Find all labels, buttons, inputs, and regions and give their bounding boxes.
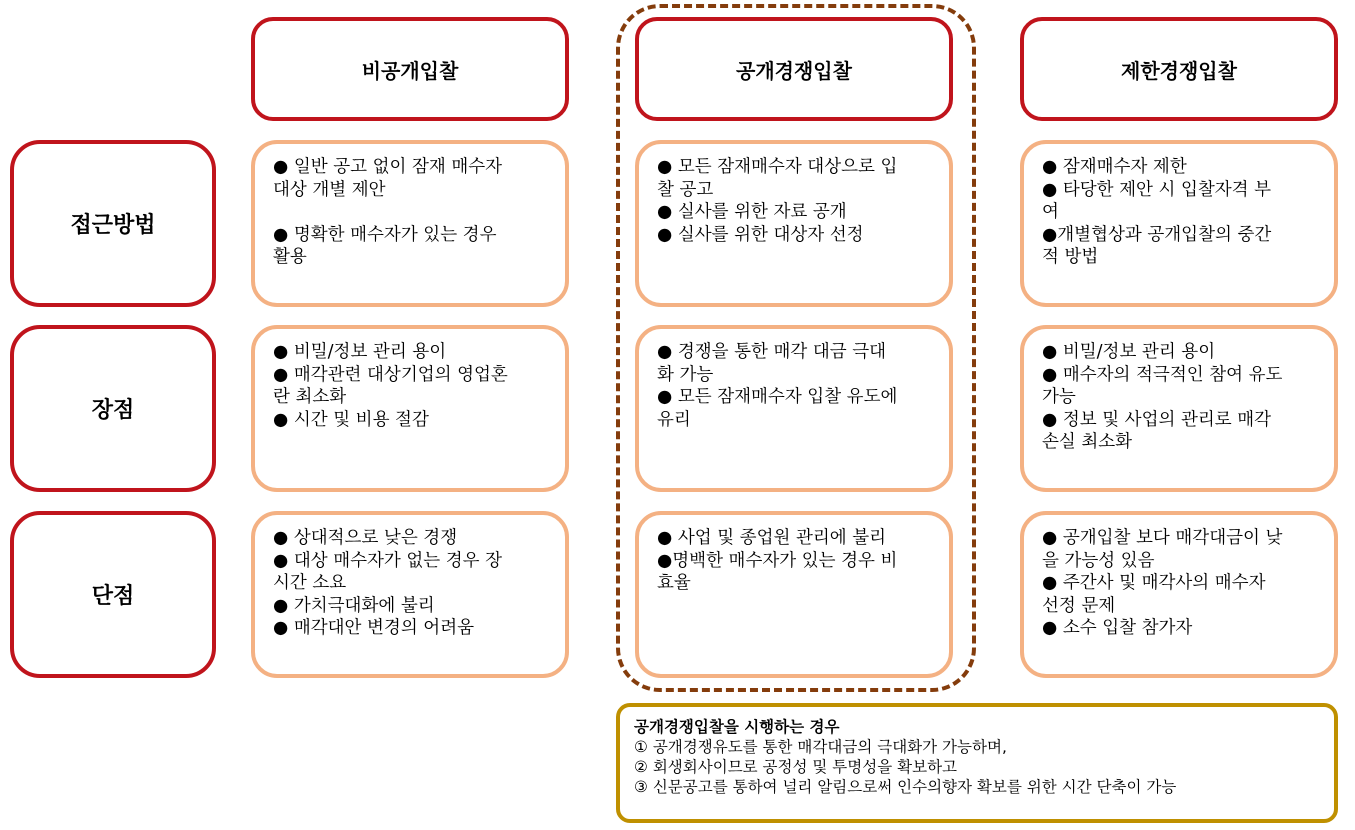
cell-access-private [251,140,569,307]
cell-cons-open [635,511,953,678]
note-line: ② 회생회사이므로 공정성 및 투명성을 확보하고 [634,758,958,776]
cell-line: ● 주간사 및 매각사의 매수자 [1042,573,1266,593]
note-line: ① 공개경쟁유도를 통한 매각대금의 극대화가 가능하며, [634,738,1007,756]
column-header-limited: 제한경쟁입찰 [1020,17,1338,121]
row-header-cons: 단점 [10,511,216,678]
cell-line: 여 [1042,202,1059,222]
cell-access-open [635,140,953,307]
cell-pros-limited [1020,325,1338,492]
cell-line: 을 가능성 있음 [1042,550,1155,571]
cell-line: ● 비밀/정보 관리 용이 [273,342,447,362]
cell-line: 효율 [657,573,691,593]
cell-line [273,201,551,224]
cell-line: ● 상대적으로 낮은 경쟁 [273,528,458,548]
cell-line: ● 잠재매수자 제한 [1042,157,1187,177]
cell-line: 활용 [273,247,307,267]
cell-line: 화 가능 [657,364,714,385]
cell-line: ● 가치극대화에 불리 [273,595,435,616]
cell-line: ● 비밀/정보 관리 용이 [1042,342,1216,362]
cell-pros-private [251,325,569,492]
cell-line: 선정 문제 [1042,595,1116,616]
cell-line: ● 일반 공고 없이 잠재 매수자 [273,157,503,177]
row-header-access: 접근방법 [10,140,216,307]
cell-access-limited [1020,140,1338,307]
cell-line: 찰 공고 [657,179,714,200]
cell-pros-open [635,325,953,492]
cell-line: 가능 [1042,387,1076,407]
cell-line: ● 시간 및 비용 절감 [273,409,429,430]
note-title: 공개경쟁입찰을 시행하는 경우 [634,718,840,736]
cell-line: ● 대상 매수자가 없는 경우 장 [273,550,503,571]
cell-line: ● 모든 잠재매수자 대상으로 입 [657,157,898,177]
cell-line: 란 최소화 [273,387,347,407]
cell-line: 시간 소요 [273,573,347,593]
cell-line: ● 실사를 위한 자료 공개 [657,202,847,222]
cell-line: ●개별협상과 공개입찰의 중간 [1042,224,1272,245]
cell-line: ● 매각대안 변경의 어려움 [273,618,475,638]
note-line: ③ 신문공고를 통하여 널리 알림으로써 인수의향자 확보를 위한 시간 단축이 가능 [634,778,1177,796]
cell-line: 유리 [657,409,691,430]
cell-line: 대상 개별 제안 [273,179,386,200]
cell-line: ● 매수자의 적극적인 참여 유도 [1042,364,1283,385]
cell-line: 적 방법 [1042,247,1099,267]
cell-line: ● 공개입찰 보다 매각대금이 낮 [1042,528,1283,548]
cell-line: ● 경쟁을 통한 매각 대금 극대 [657,342,887,362]
cell-line: ● 사업 및 종업원 관리에 불리 [657,528,887,548]
cell-line: ● 정보 및 사업의 관리로 매각 [1042,409,1272,430]
cell-line: ● 타당한 제안 시 입찰자격 부 [1042,179,1272,200]
cell-line: ● 모든 잠재매수자 입찰 유도에 [657,387,898,407]
cell-line: ● 매각관련 대상기업의 영업혼 [273,364,508,385]
cell-line: ● 명확한 매수자가 있는 경우 [273,224,497,245]
column-header-open: 공개경쟁입찰 [635,17,953,121]
column-header-private: 비공개입찰 [251,17,569,121]
cell-line: ● 소수 입찰 참가자 [1042,618,1193,638]
cell-cons-limited [1020,511,1338,678]
cell-line: ●명백한 매수자가 있는 경우 비 [657,550,898,571]
open-bid-note [616,703,1338,823]
cell-cons-private [251,511,569,678]
cell-line: ● 실사를 위한 대상자 선정 [657,224,864,245]
row-header-pros: 장점 [10,325,216,492]
cell-line: 손실 최소화 [1042,432,1133,452]
